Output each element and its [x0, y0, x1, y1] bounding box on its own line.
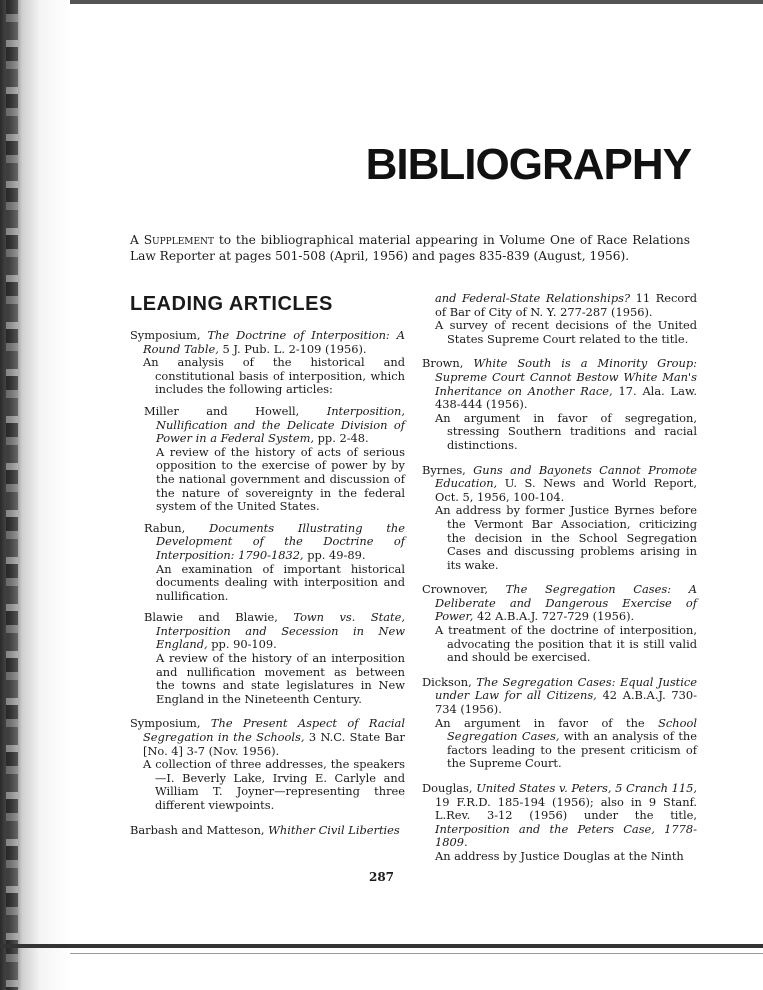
entry-description: An address by former Justice Byrnes before the Vermont Bar Association, criticizing the decision in the School Segregation Cases and discussing problems arising in its wake. [435, 503, 697, 572]
top-border [70, 0, 763, 4]
page-number: 287 [368, 870, 395, 884]
right-column [422, 292, 697, 864]
entry-description: An analysis of the historical and constitutional basis of interposition, which includes the following articles: [143, 355, 405, 397]
entry-description: An address by Justice Douglas at the Ninth [435, 848, 684, 863]
bib-entry: Symposium, The Doctrine of Interposition: A Round Table, 5 J. Pub. L. 2-109 (1956). [130, 328, 405, 356]
entry-description: An examination of important historical documents dealing with interposition and nullification. [156, 561, 405, 603]
bib-subentry: Miller and Howell, Interposition, Nullification and the Delicate Division of Power in a Federal System, pp. 2-48. [144, 403, 405, 446]
entry-description: A review of the history of acts of serious opposition to the exercise of power by by the national government and discussion of the nature of sovereignty in the federal system of the United States. [156, 444, 405, 514]
bib-entry: Crownover, The Segregation Cases: A Deliberate and Dangerous Exercise of Power, 42 A.B.A.J. 727-729 (1956). [422, 582, 697, 624]
scan-shadow-edge [0, 0, 70, 990]
bib-entry: Barbash and Matteson, Whither Civil Liberties [130, 822, 400, 837]
bib-subentry: Blawie and Blawie, Town vs. State, Interposition and Secession in New England, pp. 90-109. [144, 610, 405, 652]
entry-description: An argument in favor of the School Segregation Cases, with an analysis of the factors leading to the present criticism of the Supreme Court. [435, 715, 698, 771]
section-heading: LEADING ARTICLES [130, 293, 333, 315]
bib-entry: Douglas, United States v. Peters, 5 Cranch 115, 19 F.R.D. 185-194 (1956); also in 9 Stanf. L.Rev. 3-12 (1956) under the title, Interposition and the Peters Case, 1778-1809. [422, 781, 698, 850]
bib-entry: Brown, White South is a Minority Group: Supreme Court Cannot Bestow White Man's Inheritance on Another Race, 17. Ala. Law. 438-444 (1956). [422, 356, 697, 412]
bottom-border [0, 944, 763, 948]
entry-description: A review of the history of an interposition and nullification movement as between the towns and state legislatures in New England in the Nineteenth Century. [156, 651, 405, 706]
entry-description: A survey of recent decisions of the United States Supreme Court related to the title. [435, 318, 697, 346]
bib-entry: Byrnes, Guns and Bayonets Cannot Promote Education, U. S. News and World Report, Oct. 5, 1956, 100-104. [422, 462, 698, 504]
bib-entry: Symposium, The Present Aspect of Racial Segregation in the Schools, 3 N.C. State Bar [No. 4] 3-7 (Nov. 1956). [130, 716, 406, 758]
bib-entry-continued: and Federal-State Relationships? 11 Record of Bar of City of N. Y. 277-287 (1956). [435, 291, 698, 319]
bottom-border-thin [70, 953, 763, 954]
left-column [130, 292, 405, 837]
intro-paragraph [130, 232, 690, 264]
entry-description: An argument in favor of segregation, stressing Southern traditions and racial distinctions. [435, 410, 697, 452]
entry-description: A treatment of the doctrine of interposition, advocating the position that it is still valid and should be exercised. [435, 623, 697, 665]
intro-smallcaps: Supplement [143, 233, 214, 247]
bib-entry: Dickson, The Segregation Cases: Equal Justice under Law for all Citizens, 42 A.B.A.J. 730-734 (1956). [422, 674, 698, 717]
page-title: BIBLIOGRAPHY [365, 140, 691, 189]
intro-lead: A [130, 233, 139, 247]
bib-subentry: Rabun, Documents Illustrating the Development of the Doctrine of Interposition: 1790-1832, pp. 49-89. [144, 520, 406, 562]
intro-text: to the bibliographical material appearing in Volume One of Race Relations Law Reporter at pages 501-508 (April, 1956) and pages 835-839 (August, 1956). [130, 233, 691, 263]
entry-description: A collection of three addresses, the speakers—I. Beverly Lake, Irving E. Carlyle and William T. Joyner—representing three different viewpoints. [143, 757, 405, 812]
